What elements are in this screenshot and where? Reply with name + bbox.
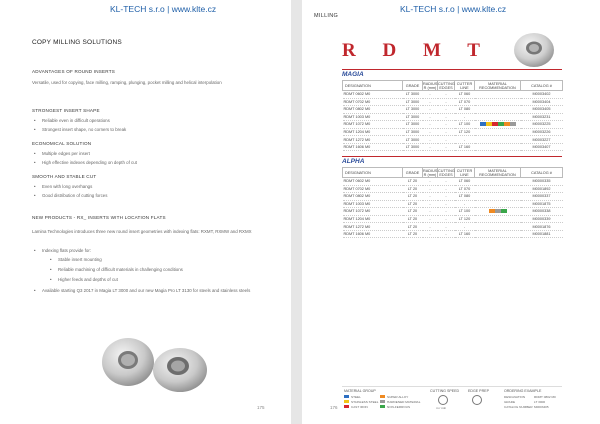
- table-cell-grade: LT 20: [403, 230, 423, 238]
- material-recommendation-cell: [475, 215, 521, 223]
- table-cell-designation: RDMT 1606 M0: [343, 230, 403, 238]
- legend-item: m / min: [436, 405, 447, 410]
- table-cell-edges: -: [438, 223, 455, 231]
- table-cell-designation: RDMT 1204 M0: [343, 128, 403, 136]
- table-cell-catalog: M0000337: [521, 193, 563, 201]
- table-row: [343, 98, 563, 106]
- table-cell-radius: -: [423, 113, 438, 121]
- column-header: RADIUS R (mm): [423, 168, 438, 177]
- material-recommendation-cell: [475, 91, 521, 99]
- table-cell-catalog: M0003407: [521, 143, 563, 151]
- table-cell-grade: LT 3000: [403, 128, 423, 136]
- table-cell-edges: -: [438, 106, 455, 114]
- table-cell-line: -: [455, 113, 475, 121]
- table-cell-line: LT 160: [455, 230, 475, 238]
- table-cell-line: LT 060: [455, 91, 475, 99]
- table-cell-radius: -: [423, 121, 438, 129]
- insert-hole-inner: [171, 361, 185, 372]
- table-cell-radius: -: [423, 136, 438, 144]
- alpha-title: ALPHA: [342, 158, 365, 165]
- list-item: • Good distribution of cutting forces: [42, 193, 107, 198]
- insert-product-image: [100, 320, 210, 395]
- list-item: • Available starting Q3 2017 in Magia LT 3000 and our new Magia Pro LT 3130 for steels and stainless steels: [42, 288, 257, 295]
- table-cell-designation: RDMT 0602 M0: [343, 178, 403, 186]
- table-cell-designation: RDMT 1072 M0: [343, 121, 403, 129]
- table-cell-grade: LT 3000: [403, 136, 423, 144]
- edge-prep-icon: [472, 395, 482, 405]
- table-cell-grade: LT 3000: [403, 98, 423, 106]
- material-recommendation-cell: [475, 185, 521, 193]
- legend-item: GRADE: [504, 399, 516, 404]
- list-item: • Multiple edges per insert: [42, 151, 90, 156]
- table-cell-grade: LT 20: [403, 208, 423, 216]
- table-row: [343, 136, 563, 144]
- table-cell-catalog: M0003404: [521, 98, 563, 106]
- table-row: [343, 223, 563, 231]
- material-recommendation-cell: [475, 200, 521, 208]
- legend-item: HARDENED MATERIAL: [387, 399, 421, 404]
- table-cell-catalog: M0001892: [521, 185, 563, 193]
- table-cell-catalog: M0001881: [521, 230, 563, 238]
- table-cell-designation: RDMT 1003 M0: [343, 200, 403, 208]
- table-cell-catalog: M0000335: [521, 178, 563, 186]
- table-cell-line: LT 070: [455, 98, 475, 106]
- table-cell-designation: RDMT 0702 M0: [343, 98, 403, 106]
- table-cell-catalog: M0003405: [521, 106, 563, 114]
- material-recommendation-cell: [475, 136, 521, 144]
- table-cell-grade: LT 20: [403, 223, 423, 231]
- table-row: [343, 178, 563, 186]
- material-recommendation-cell: [475, 106, 521, 114]
- table-cell-grade: LT 3000: [403, 113, 423, 121]
- table-cell-line: LT 070: [455, 185, 475, 193]
- divider: [342, 156, 562, 157]
- economical-heading: ECONOMICAL SOLUTION: [32, 141, 92, 146]
- table-cell-catalog: M0000339: [521, 215, 563, 223]
- table-cell-grade: LT 3000: [403, 121, 423, 129]
- smooth-heading: SMOOTH AND STABLE CUT: [32, 174, 97, 179]
- column-header: DESIGNATION: [343, 81, 403, 91]
- table-cell-catalog: M0003225: [521, 121, 563, 129]
- table-cell-edges: -: [438, 113, 455, 121]
- table-cell-catalog: M0003226: [521, 128, 563, 136]
- left-page: [0, 0, 291, 424]
- material-recommendation-cell: [475, 223, 521, 231]
- column-header: CUTTING EDGES: [438, 168, 455, 177]
- table-row: [343, 193, 563, 201]
- table-cell-designation: RDMT 0702 M0: [343, 185, 403, 193]
- advantages-text: Versatile, used for copying, face milling, ramping, plunging, pocket milling and helical interpolation: [32, 80, 222, 85]
- table-cell-line: LT 120: [455, 215, 475, 223]
- material-swatch: [501, 209, 507, 213]
- strongest-heading: STRONGEST INSERT SHAPE: [32, 108, 100, 113]
- table-cell-edges: -: [438, 136, 455, 144]
- divider: [342, 69, 562, 70]
- table-cell-grade: LT 20: [403, 185, 423, 193]
- material-recommendation-cell: [475, 143, 521, 151]
- legend-swatch: [344, 395, 349, 398]
- legend-item: CATALOG NUMBER: [504, 404, 533, 409]
- table-cell-designation: RDMT 1204 M0: [343, 215, 403, 223]
- table-cell-line: -: [455, 136, 475, 144]
- material-recommendation-cell: [475, 178, 521, 186]
- list-item: • Even with long overhangs: [42, 184, 92, 189]
- list-item: • Reliable machining of difficult materials in challenging conditions: [58, 267, 183, 272]
- list-item: • Strongest insert shape, no corners to break: [42, 127, 126, 132]
- table-cell-grade: LT 20: [403, 200, 423, 208]
- table-cell-radius: -: [423, 208, 438, 216]
- table-cell-grade: LT 3000: [403, 143, 423, 151]
- page-number: 175: [257, 405, 265, 410]
- legend-ordering-title: ORDERING EXAMPLE: [504, 389, 542, 393]
- table-cell-line: LT 160: [455, 143, 475, 151]
- legend-material-title: MATERIAL GROUP: [344, 389, 376, 393]
- table-cell-designation: RDMT 1272 M0: [343, 223, 403, 231]
- table-cell-line: LT 120: [455, 128, 475, 136]
- legend-item: DESIGNATION: [504, 394, 526, 399]
- column-header: RADIUS R (mm): [423, 81, 438, 90]
- table-row: [343, 128, 563, 136]
- alpha-table: [342, 167, 563, 238]
- product-title: R D M T: [342, 40, 491, 61]
- column-header: MATERIAL RECOMMENDATION: [475, 168, 521, 178]
- table-cell-catalog: M0003227: [521, 136, 563, 144]
- list-item: • Reliable even in difficult operations: [42, 118, 110, 123]
- table-cell-designation: RDMT 0602 M0: [343, 91, 403, 99]
- material-recommendation-cell: [475, 128, 521, 136]
- legend-swatch: [380, 405, 385, 408]
- magia-title: MAGIA: [342, 71, 364, 78]
- magia-table: [342, 80, 563, 151]
- table-cell-radius: -: [423, 215, 438, 223]
- table-cell-designation: RDMT 1272 M0: [343, 136, 403, 144]
- table-cell-radius: -: [423, 98, 438, 106]
- table-row: [343, 113, 563, 121]
- table-cell-edges: -: [438, 98, 455, 106]
- new-products-text: Lamina Technologies introduces three new round insert geometries with indexing flats: RXMT, RXMW and RXMX: [32, 229, 252, 234]
- table-cell-edges: -: [438, 178, 455, 186]
- table-cell-designation: RDMT 1072 M0: [343, 208, 403, 216]
- column-header: CUTTER LINE: [455, 81, 475, 91]
- table-cell-line: LT 080: [455, 106, 475, 114]
- speed-gauge-icon: [438, 395, 448, 405]
- table-cell-edges: -: [438, 143, 455, 151]
- table-cell-edges: -: [438, 128, 455, 136]
- table-cell-grade: LT 3000: [403, 106, 423, 114]
- legend-item: RDMT 0802 M0: [534, 394, 556, 399]
- material-recommendation-cell: [475, 230, 521, 238]
- table-cell-radius: -: [423, 91, 438, 99]
- table-row: [343, 106, 563, 114]
- column-header: DESIGNATION: [343, 168, 403, 178]
- table-cell-radius: -: [423, 106, 438, 114]
- insert-hole-inner: [121, 354, 135, 366]
- table-cell-catalog: M0001875: [521, 200, 563, 208]
- table-cell-edges: -: [438, 121, 455, 129]
- material-recommendation-cell: [475, 113, 521, 121]
- table-cell-radius: -: [423, 200, 438, 208]
- legend-item: STAINLESS STEEL: [351, 399, 379, 404]
- table-cell-radius: -: [423, 193, 438, 201]
- table-cell-catalog: M0000338: [521, 208, 563, 216]
- list-item: • High effective indexes depending on depth of cut: [42, 160, 137, 165]
- table-row: [343, 215, 563, 223]
- material-recommendation-cell: [475, 121, 521, 129]
- column-header: GRADE: [403, 168, 423, 178]
- table-cell-radius: -: [423, 143, 438, 151]
- legend-item: NON-FERROUS: [387, 404, 411, 409]
- table-cell-designation: RDMT 0802 M0: [343, 106, 403, 114]
- table-cell-designation: RDMT 0802 M0: [343, 193, 403, 201]
- table-cell-radius: -: [423, 185, 438, 193]
- legend-speed-title: CUTTING SPEED: [430, 389, 460, 393]
- table-cell-grade: LT 3000: [403, 91, 423, 99]
- column-header: CUTTER LINE: [455, 168, 475, 178]
- left-header: KL-TECH s.r.o | www.klte.cz: [110, 4, 217, 14]
- table-cell-radius: -: [423, 223, 438, 231]
- table-cell-radius: -: [423, 230, 438, 238]
- legend-swatch: [344, 405, 349, 408]
- table-row: [343, 230, 563, 238]
- insert-image: [510, 30, 558, 70]
- table-cell-radius: -: [423, 128, 438, 136]
- column-header: CATALOG #: [521, 168, 563, 178]
- legend-swatch: [380, 395, 385, 398]
- table-row: [343, 208, 563, 216]
- table-row: [343, 185, 563, 193]
- table-cell-catalog: M0001876: [521, 223, 563, 231]
- column-header: MATERIAL RECOMMENDATION: [475, 81, 521, 91]
- table-cell-edges: -: [438, 230, 455, 238]
- section-label: MILLING: [314, 13, 339, 19]
- table-cell-grade: LT 20: [403, 193, 423, 201]
- column-header: CATALOG #: [521, 81, 563, 91]
- material-recommendation-cell: [475, 193, 521, 201]
- table-cell-grade: LT 20: [403, 178, 423, 186]
- table-cell-edges: -: [438, 200, 455, 208]
- new-products-heading: NEW PRODUCTS - RX_ INSERTS WITH LOCATION FLATS: [32, 215, 166, 220]
- legend-item: CAST IRON: [351, 404, 368, 409]
- material-recommendation-cell: [475, 208, 521, 216]
- legend-item: STEEL: [351, 394, 361, 399]
- legend-item: SUPER ALLOY: [387, 394, 409, 399]
- right-page: [302, 0, 600, 424]
- legend-swatch: [380, 400, 385, 403]
- table-cell-edges: -: [438, 193, 455, 201]
- page-number: 176: [330, 405, 338, 410]
- table-row: [343, 121, 563, 129]
- table-row: [343, 143, 563, 151]
- table-cell-catalog: M0003231: [521, 113, 563, 121]
- legend-item: M0003405: [534, 404, 549, 409]
- table-cell-line: LT 080: [455, 193, 475, 201]
- table-cell-edges: -: [438, 215, 455, 223]
- table-cell-line: -: [455, 223, 475, 231]
- material-recommendation-cell: [475, 98, 521, 106]
- table-cell-edges: -: [438, 185, 455, 193]
- list-item: • Stable insert mounting: [58, 257, 102, 262]
- page-title: COPY MILLING SOLUTIONS: [32, 39, 122, 46]
- table-cell-designation: RDMT 1606 M0: [343, 143, 403, 151]
- table-row: [343, 91, 563, 99]
- legend-edge-title: EDGE PREP: [468, 389, 489, 393]
- table-cell-line: LT 060: [455, 178, 475, 186]
- table-cell-designation: RDMT 1003 M0: [343, 113, 403, 121]
- legend-swatch: [344, 400, 349, 403]
- advantages-heading: ADVANTAGES OF ROUND INSERTS: [32, 69, 115, 74]
- table-cell-line: -: [455, 200, 475, 208]
- table-row: [343, 200, 563, 208]
- table-cell-line: LT 100: [455, 208, 475, 216]
- table-cell-line: LT 100: [455, 121, 475, 129]
- legend: [342, 386, 562, 411]
- list-item: • Indexing flats provide for:: [42, 248, 91, 253]
- insert-hole-inner: [529, 44, 539, 52]
- table-cell-radius: -: [423, 178, 438, 186]
- column-header: GRADE: [403, 81, 423, 91]
- table-cell-catalog: M0003402: [521, 91, 563, 99]
- column-header: CUTTING EDGES: [438, 81, 455, 90]
- table-cell-edges: -: [438, 208, 455, 216]
- table-cell-grade: LT 20: [403, 215, 423, 223]
- material-swatch: [510, 122, 516, 126]
- right-header: KL-TECH s.r.o | www.klte.cz: [400, 4, 507, 14]
- list-item: • Higher feeds and depths of cut: [58, 277, 118, 282]
- legend-item: LT 3000: [534, 399, 546, 404]
- table-cell-edges: -: [438, 91, 455, 99]
